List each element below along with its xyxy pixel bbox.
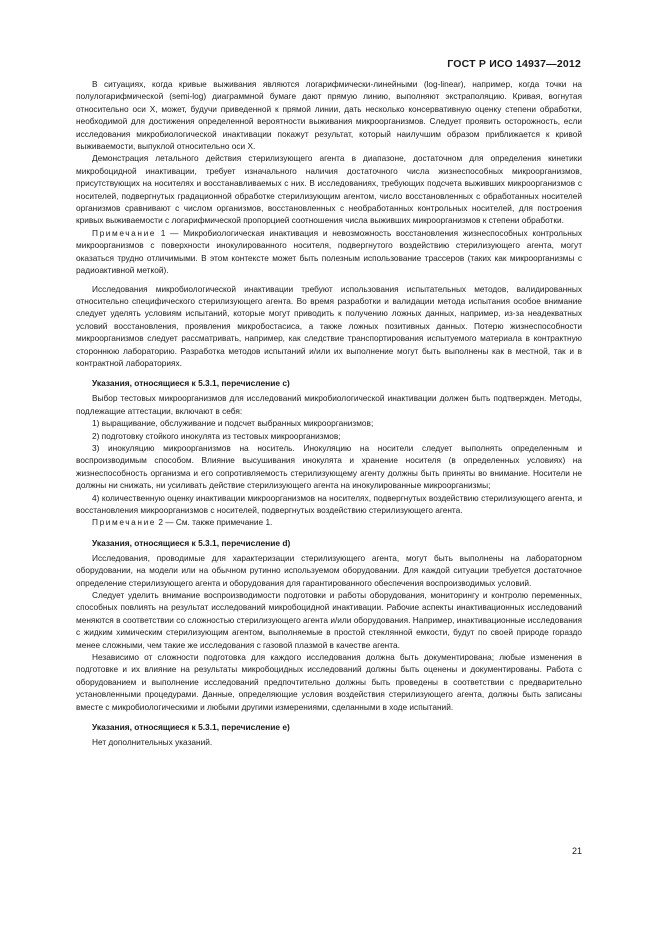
note-2 — [76, 516, 582, 528]
page-number: 21 — [572, 846, 583, 856]
list-item: 4) количественную оценку инактивации микроорганизмов на носителях, подвергнутых воздействию стерилизующего агента, и восстановления микроорганизмов с носителей, подвергнутых воздействию стерилизующего агента. — [76, 492, 582, 515]
list-item: 2) подготовку стойкого инокулята из тестовых микроорганизмов; — [92, 430, 341, 441]
list-item: 1) выращивание, обслуживание и подсчет выбранных микроорганизмов; — [92, 418, 374, 429]
list-item: 3) инокуляцию микроорганизмов на носитель. Инокуляцию на носители следует выполнять определенным и воспроизводимым способом. Влияние высушивания инокулята и хранение носителя (в определенных условиях) на жизнеспособность организма и его сопротивляемость стерилизующему агенту должны быть приняты во внимание. Носители не должны ни снижать, ни усиливать действие стерилизующего агента на инокулированные микроорганизмы; — [76, 442, 582, 491]
paragraph: Выбор тестовых микроорганизмов для исследований микробиологической инактивации должен быть подтвержден. Методы, подлежащие аттестации, включают в себя: — [76, 393, 582, 416]
note-text: 2 — См. также примечание 1. — [156, 517, 273, 528]
note-label: Примечание — [92, 517, 157, 528]
section-heading: Указания, относящиеся к 5.3.1, перечисление e) — [92, 722, 290, 733]
paragraph: Независимо от сложности подготовка для каждого исследования должна быть документирована; любые изменения в подготовке и их влияние на результаты микробоцидных исследований должны быть оценены и документированы. Работа с оборудованием и выполнение исследований предпочтительно должны быть проведены в соответствии с предварительно установленными процедурами. Данные, определяющие условия воздействия стерилизующего агента, должны быть записаны вместе с микробиологическими и любыми другими измерениями, сделанными в ходе испытаний. — [76, 652, 582, 712]
paragraph: Следует уделить внимание воспроизводимости подготовки и работы оборудования, мониторингу и контролю переменных, способных повлиять на результат исследований микробоцидной инактивации. Рабочие аспекты инактивационных исследований меняются в соответствии со сложностью стерилизующего агента и/или оборудования. Например, инактивационные исследования с жидким химическим стерилизующим агентом, выполняемые в простой стеклянной емкости, будут по своей природе гораздо менее сложными, чем такие же исследования с газовой плазмой в качестве агента. — [76, 590, 582, 650]
paragraph: В ситуациях, когда кривые выживания являются логарифмически-линейными (log-linear), например, когда точки на полулогарифмической (semi-log) диаграммной бумаге дают прямую линию, выполняют экстраполяцию. Кривая, вогнутая относительно оси X, может, будучи приведенной к прямой линии, дать несколько консервативную оценку степени обработки, необходимой для достижения определенной вероятности выживания микроорганизмов. Следует проявить осторожность, если исследования микробиологической инактивации покажут результат, который наилучшим образом приближается к кривой выживаемости, выпуклой относительно оси X. — [76, 79, 582, 152]
paragraph: Нет дополнительных указаний. — [92, 737, 213, 748]
paragraph: Исследования, проводимые для характеризации стерилизующего агента, могут быть выполнены на лабораторном оборудовании, на модели или на обычном рутинно используемом оборудовании. Для каждой ситуации требуется достаточное определение стерилизующего агента и оборудования для гарантированного обеспечения воспроизводимых условий. — [76, 552, 582, 588]
note-text: 1 — Микробиологическая инактивация и невозможность восстановления жизнеспособных контрольных микроорганизмов с поверхности инокулированного носителя, подвергнутого воздействию стерилизующего агента, могут оказаться трудно отличимыми. В этом контексте может быть полезным использование трассеров (таких как микроорганизмы с радиоактивной меткой). — [76, 227, 582, 276]
page-body — [76, 78, 582, 749]
section-heading: Указания, относящиеся к 5.3.1, перечисление c) — [92, 378, 290, 389]
note-1 — [76, 227, 582, 277]
paragraph: Демонстрация летального действия стерилизующего агента в диапазоне, достаточном для определения кинетики микробоцидной инактивации, требует изначального наличия достаточного числа жизнеспособных микроорганизмов, присутствующих на носителях и восстанавливаемых с них. В исследованиях, требующих подсчета выживших микроорганизмов с носителей, подвергнутых градационной обработке стерилизующим агентом, число восстановленных с обработанных носителей организмов сравнивают с числом организмов, восстановленных с необработанных контрольных носителей, для построения кривых выживаемости с логарифмической пропорцией соотношения числа выживших микроорганизмов к степени обработки. — [76, 153, 582, 226]
paragraph: Исследования микробиологической инактивации требуют использования испытательных методов, валидированных относительно специфического стерилизующего агента. Во время разработки и валидации метода испытания особое внимание следует уделять условиям испытаний, которые могут приводить к получению ложных данных, например, из-за неадекватных условий восстановления, проявления микробостасиса, а также ложных позитивных данных. Потерю жизнеспособности микроорганизмов следует рассматривать, например, как следствие транспортирования испытуемого материала в контрактную стороннюю лабораторию. Разработка методов испытаний и/или их выполнение могут быть выполнены как в местной, так и в контрактной лабораториях. — [76, 283, 582, 368]
document-header: ГОСТ Р ИСО 14937—2012 — [447, 58, 581, 70]
section-heading: Указания, относящиеся к 5.3.1, перечисление d) — [92, 537, 291, 548]
note-label: Примечание — [92, 227, 157, 238]
